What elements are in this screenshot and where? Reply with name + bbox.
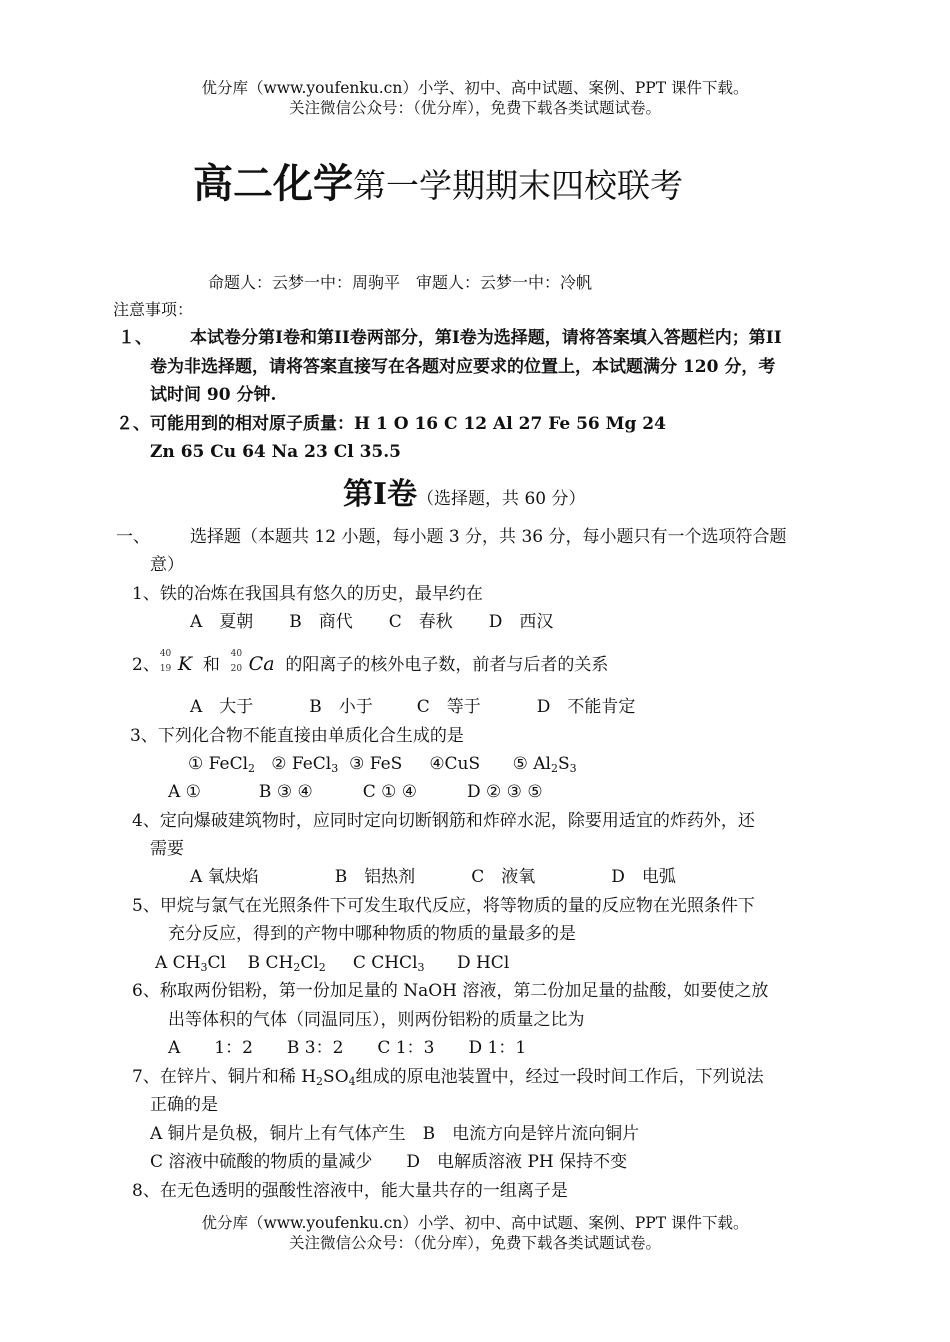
q5-option-b — [248, 953, 326, 973]
q6-line2: 出等体积的气体（同温同压），则两份铝粉的质量之比为 — [168, 1010, 585, 1030]
q3-stem: 3、下列化合物不能直接由单质化合生成的是 — [130, 726, 464, 746]
q3-c5-sub2: 3 — [569, 762, 577, 775]
q5-option-d: D HCl — [456, 953, 510, 973]
q3-options — [168, 781, 579, 803]
q5-option-a — [155, 953, 226, 973]
q7-line1-b: 组成的原电池装置中，经过一段时间工作后，下列说法 — [355, 1067, 764, 1087]
q5-b-sub1: 2 — [293, 961, 301, 974]
k-atomic-number: 19 — [159, 664, 172, 674]
q3-option-a: A ① — [168, 782, 201, 802]
q4-options — [190, 866, 712, 888]
q3-c2-sub: 3 — [331, 762, 339, 775]
section-1-line1: 选择题（本题共 12 小题，每小题 3 分，共 36 分，每小题只有一个选项符合题 — [190, 527, 787, 547]
q7-line1-mid: SO — [323, 1067, 349, 1087]
q7-sub1: 2 — [316, 1075, 324, 1088]
q1-options — [190, 611, 589, 633]
q4-option-c: C 液氧 — [471, 867, 536, 887]
q3-c5-sub1: 2 — [550, 762, 558, 775]
footer-watermark-line1: 优分库（www.youfenku.cn）小学、初中、高中试题、案例、PPT 课件下载。 — [201, 1214, 749, 1232]
q7-line1 — [132, 1066, 764, 1093]
q3-compound-3: ③ FeS — [349, 754, 403, 774]
ca-atomic-number: 20 — [230, 664, 243, 674]
note-1-line3: 试时间 90 分钟. — [150, 385, 277, 405]
q5-line2: 充分反应，得到的产物中哪种物质的物质的量最多的是 — [168, 924, 576, 944]
q3-compound-5 — [513, 754, 577, 774]
section-1-line2: 意） — [150, 555, 184, 575]
q7-line2: 正确的是 — [150, 1095, 218, 1115]
q7-sub2: 4 — [348, 1075, 356, 1088]
note-1-line1: 本试卷分第I卷和第II卷两部分，第I卷为选择题，请将答案填入答题栏内；第II — [190, 328, 782, 348]
q2-options — [190, 696, 671, 718]
q4-option-b: B 铝热剂 — [334, 867, 416, 887]
q3-c5-mid: S — [557, 754, 570, 774]
q4-option-d: D 电弧 — [611, 867, 676, 887]
q3-option-d: D ② ③ ⑤ — [467, 782, 543, 802]
note-1-line2: 卷为非选择题，请将答案直接写在各题对应要求的位置上，本试题满分 120 分，考 — [150, 357, 776, 377]
notes-heading: 注意事项： — [113, 300, 194, 319]
q5-a-text: A CH — [155, 953, 201, 973]
volume-title: 第I卷 — [343, 477, 418, 512]
q3-c1-text: ① FeCl — [188, 754, 249, 774]
title-exam: 第一学期期末四校联考 — [353, 166, 683, 205]
page-title — [193, 162, 683, 208]
q3-compound-1 — [188, 754, 255, 774]
q1-option-d: D 西汉 — [488, 612, 554, 632]
q1-option-b: B 商代 — [289, 612, 353, 632]
k-mass-number: 40 — [159, 649, 172, 659]
k-isotope-notation — [159, 649, 178, 674]
volume-heading — [343, 476, 586, 518]
q5-b-mid: Cl — [300, 953, 319, 973]
q1-stem: 1、铁的冶炼在我国具有悠久的历史，最早约在 — [132, 584, 483, 604]
q3-option-c: C ① ④ — [362, 782, 417, 802]
volume-subtitle: （选择题，共 60 分） — [417, 489, 586, 509]
q7-line1-a: 7、在锌片、铜片和稀 H — [132, 1067, 317, 1087]
q4-line1: 4、定向爆破建筑物时，应同时定向切断钢筋和炸碎水泥，除要用适宜的炸药外，还 — [132, 811, 755, 831]
authors-line: 命题人：云梦一中：周驹平 审题人：云梦一中：冷帆 — [208, 273, 593, 292]
note-2-line2: Zn 65 Cu 64 Na 23 Cl 35.5 — [150, 442, 402, 462]
q3-compound-2 — [271, 754, 338, 774]
q2-option-a: A 大于 — [190, 697, 254, 717]
q1-option-a: A 夏朝 — [190, 612, 254, 632]
footer-watermark-line2: 关注微信公众号：（优分库），免费下载各类试题试卷。 — [288, 1234, 661, 1252]
q3-c5-text: ⑤ Al — [512, 754, 551, 774]
ca-mass-number: 40 — [230, 649, 243, 659]
note-1-number: １、 — [118, 328, 152, 348]
q5-c-sub: 3 — [417, 961, 425, 974]
q5-line1: 5、甲烷与氯气在光照条件下可发生取代反应，将等物质的量的反应物在光照条件下 — [132, 896, 755, 916]
q3-c1-sub: 2 — [248, 762, 256, 775]
q5-a-sub: 3 — [200, 961, 208, 974]
q6-options: A 1：2 B 3：2 C 1：3 D 1：1 — [168, 1038, 527, 1058]
section-1-number: 一、 — [116, 527, 150, 547]
ca-isotope-notation — [230, 649, 249, 674]
q1-option-c: C 春秋 — [388, 612, 453, 632]
q5-c-text: C CHCl — [352, 953, 418, 973]
q2-option-d: D 不能肯定 — [536, 697, 636, 717]
title-subject: 高二化学 — [193, 161, 353, 207]
q2-stem — [132, 649, 609, 676]
q4-line2: 需要 — [150, 839, 184, 859]
k-symbol: K — [177, 653, 193, 675]
q2-number: 2、 — [132, 655, 160, 675]
q8-stem: 8、在无色透明的强酸性溶液中，能大量共存的一组离子是 — [132, 1181, 568, 1201]
q3-compounds — [188, 753, 577, 780]
note-2-line1: ２、可能用到的相对原子质量：H 1 O 16 C 12 Al 27 Fe 56 Mg 24 — [116, 414, 666, 434]
q3-c2-text: ② FeCl — [271, 754, 332, 774]
q2-option-c: C 等于 — [416, 697, 481, 717]
q4-option-a: A 氧炔焰 — [190, 867, 259, 887]
ca-symbol: Ca — [248, 653, 275, 675]
q5-b-sub2: 2 — [318, 961, 326, 974]
q3-option-b: B ③ ④ — [258, 782, 313, 802]
q2-option-b: B 小于 — [309, 697, 373, 717]
q2-stem-rest: 的阳离子的核外电子数，前者与后者的关系 — [285, 655, 609, 675]
q7-options-ab: A 铜片是负极，铜片上有气体产生 B 电流方向是锌片流向铜片 — [150, 1124, 640, 1144]
q5-options — [155, 952, 509, 979]
header-watermark-line1: 优分库（www.youfenku.cn）小学、初中、高中试题、案例、PPT 课件下载。 — [201, 79, 749, 97]
q2-and: 和 — [202, 655, 220, 675]
q5-b-text: B CH — [247, 953, 294, 973]
q7-options-cd: C 溶液中硫酸的物质的量减少 D 电解质溶液 PH 保持不变 — [150, 1152, 628, 1172]
q3-compound-4: ④CuS — [429, 754, 481, 774]
q5-option-c — [353, 953, 425, 973]
header-watermark-line2: 关注微信公众号：（优分库），免费下载各类试题试卷。 — [288, 99, 661, 117]
q6-line1: 6、称取两份铝粉，第一份加足量的 NaOH 溶液，第二份加足量的盐酸，如要使之放 — [132, 981, 769, 1001]
q5-a-tail: Cl — [207, 953, 226, 973]
